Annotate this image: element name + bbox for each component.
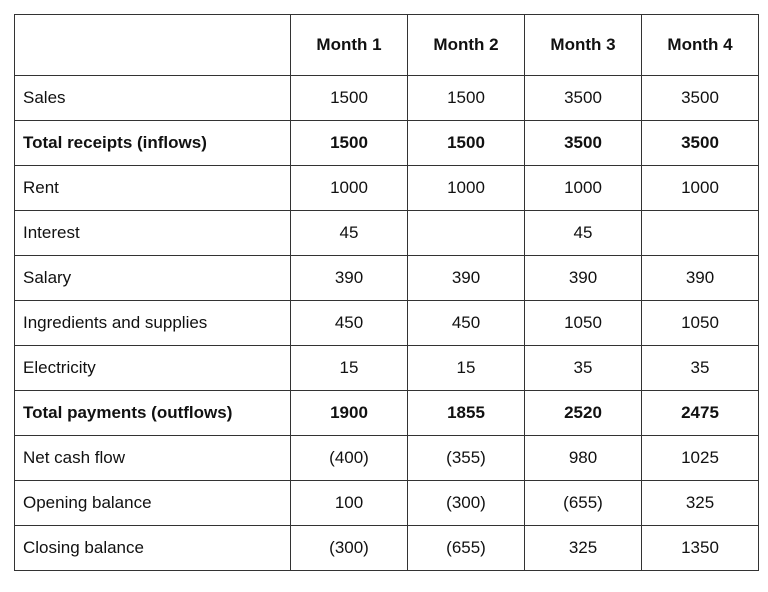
value-cell-month-3: 3500 — [525, 121, 642, 166]
value-cell-month-3: 1050 — [525, 301, 642, 346]
row-label: Salary — [15, 256, 291, 301]
value-cell-month-3: 390 — [525, 256, 642, 301]
column-header-month-1: Month 1 — [291, 15, 408, 76]
table-row — [15, 121, 759, 166]
row-label: Total receipts (inflows) — [15, 121, 291, 166]
value-cell-month-3: (655) — [525, 481, 642, 526]
value-cell-month-1: 450 — [291, 301, 408, 346]
table-row — [15, 436, 759, 481]
row-label: Opening balance — [15, 481, 291, 526]
value-cell-month-1: 1000 — [291, 166, 408, 211]
value-cell-month-4: 390 — [642, 256, 759, 301]
value-cell-month-4: 3500 — [642, 76, 759, 121]
table-row — [15, 76, 759, 121]
column-header-month-4: Month 4 — [642, 15, 759, 76]
value-cell-month-2: (355) — [408, 436, 525, 481]
value-cell-month-2: 1000 — [408, 166, 525, 211]
table-row — [15, 526, 759, 571]
value-cell-month-3: 325 — [525, 526, 642, 571]
column-header-month-2: Month 2 — [408, 15, 525, 76]
header-row — [15, 15, 759, 76]
value-cell-month-1: 1500 — [291, 121, 408, 166]
row-label: Net cash flow — [15, 436, 291, 481]
value-cell-month-2: 1500 — [408, 121, 525, 166]
corner-cell — [15, 15, 291, 76]
row-label: Electricity — [15, 346, 291, 391]
value-cell-month-3: 2520 — [525, 391, 642, 436]
table-body — [15, 76, 759, 571]
value-cell-month-3: 980 — [525, 436, 642, 481]
value-cell-month-4: 3500 — [642, 121, 759, 166]
value-cell-month-2: 1500 — [408, 76, 525, 121]
table-row — [15, 481, 759, 526]
table-row — [15, 166, 759, 211]
value-cell-month-1: 100 — [291, 481, 408, 526]
value-cell-month-4: 1050 — [642, 301, 759, 346]
value-cell-month-4: 1350 — [642, 526, 759, 571]
value-cell-month-1: (400) — [291, 436, 408, 481]
row-label: Rent — [15, 166, 291, 211]
value-cell-month-2 — [408, 211, 525, 256]
row-label: Total payments (outflows) — [15, 391, 291, 436]
value-cell-month-3: 45 — [525, 211, 642, 256]
value-cell-month-1: 15 — [291, 346, 408, 391]
cash-flow-table — [14, 14, 759, 571]
value-cell-month-3: 3500 — [525, 76, 642, 121]
row-label: Interest — [15, 211, 291, 256]
value-cell-month-1: 1900 — [291, 391, 408, 436]
row-label: Sales — [15, 76, 291, 121]
value-cell-month-1: (300) — [291, 526, 408, 571]
value-cell-month-2: 450 — [408, 301, 525, 346]
table-row — [15, 211, 759, 256]
value-cell-month-4: 2475 — [642, 391, 759, 436]
value-cell-month-3: 1000 — [525, 166, 642, 211]
table-row — [15, 391, 759, 436]
row-label: Closing balance — [15, 526, 291, 571]
value-cell-month-2: 1855 — [408, 391, 525, 436]
value-cell-month-2: (300) — [408, 481, 525, 526]
table-row — [15, 301, 759, 346]
column-header-month-3: Month 3 — [525, 15, 642, 76]
value-cell-month-1: 1500 — [291, 76, 408, 121]
value-cell-month-1: 390 — [291, 256, 408, 301]
value-cell-month-3: 35 — [525, 346, 642, 391]
table-row — [15, 256, 759, 301]
value-cell-month-2: 15 — [408, 346, 525, 391]
value-cell-month-4: 1000 — [642, 166, 759, 211]
value-cell-month-4 — [642, 211, 759, 256]
value-cell-month-4: 35 — [642, 346, 759, 391]
value-cell-month-4: 325 — [642, 481, 759, 526]
value-cell-month-2: 390 — [408, 256, 525, 301]
value-cell-month-4: 1025 — [642, 436, 759, 481]
value-cell-month-1: 45 — [291, 211, 408, 256]
value-cell-month-2: (655) — [408, 526, 525, 571]
row-label: Ingredients and supplies — [15, 301, 291, 346]
table-row — [15, 346, 759, 391]
